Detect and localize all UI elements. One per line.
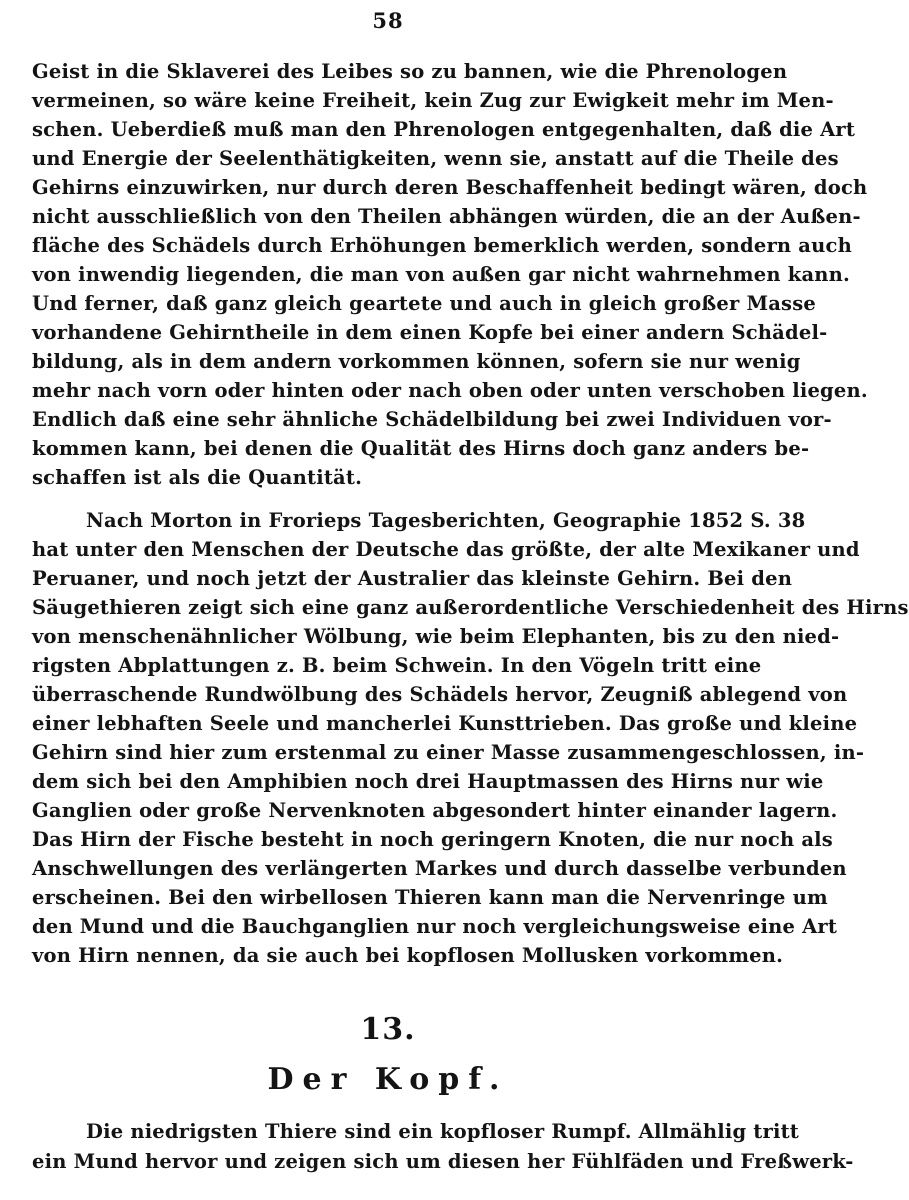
text-line: Die niedrigsten Thiere sind ein kopfloser Rumpf. Allmählig tritt — [86, 1120, 800, 1143]
text-line: vorhandene Gehirntheile in dem einen Kopfe bei einer andern Schädel- — [32, 321, 828, 344]
text-line: Nach Morton in Frorieps Tagesberichten, Geographie 1852 S. 38 — [86, 509, 806, 532]
text-line: Ganglien oder große Nervenknoten abgesondert hinter einander lagern. — [32, 799, 838, 822]
text-line: Endlich daß eine sehr ähnliche Schädelbildung bei zwei Individuen vor- — [32, 408, 832, 431]
text-line: dem sich bei den Amphibien noch drei Hauptmassen des Hirns nur wie — [32, 770, 824, 793]
text-line: ein Mund hervor und zeigen sich um diesen her Fühlfäden und Freßwerk- — [32, 1150, 854, 1173]
text-line: den Mund und die Bauchganglien nur noch vergleichungsweise eine Art — [32, 915, 838, 938]
text-line: bildung, als in dem andern vorkommen können, sofern sie nur wenig — [32, 350, 801, 373]
text-line: von Hirn nennen, da sie auch bei kopflosen Mollusken vorkommen. — [32, 944, 784, 967]
text-line: Peruaner, und noch jetzt der Australier das kleinste Gehirn. Bei den — [32, 567, 793, 590]
text-line: schen. Ueberdieß muß man den Phrenologen entgegenhalten, daß die Art — [32, 118, 856, 141]
text-line: Säugethieren zeigt sich eine ganz außerordentliche Verschiedenheit des Hirns — [32, 596, 909, 619]
text-line: mehr nach vorn oder hinten oder nach oben oder unten verschoben liegen. — [32, 379, 868, 402]
text-line: einer lebhaften Seele und mancherlei Kunsttrieben. Das große und kleine — [32, 712, 858, 735]
text-line: Geist in die Sklaverei des Leibes so zu bannen, wie die Phrenologen — [32, 60, 788, 83]
text-line: vermeinen, so wäre keine Freiheit, kein Zug zur Ewigkeit mehr im Men- — [32, 89, 834, 112]
text-line: von inwendig liegenden, die man von außen gar nicht wahrnehmen kann. — [32, 263, 851, 286]
text-line: rigsten Abplattungen z. B. beim Schwein. In den Vögeln tritt eine — [32, 654, 762, 677]
text-line: Anschwellungen des verlängerten Markes und durch dasselbe verbunden — [32, 857, 847, 880]
text-line: überraschende Rundwölbung des Schädels hervor, Zeugniß ablegend von — [32, 683, 848, 706]
text-line: von menschenähnlicher Wölbung, wie beim Elephanten, bis zu den nied- — [32, 625, 840, 648]
text-line: Gehirn sind hier zum erstenmal zu einer Masse zusammengeschlossen, in- — [32, 741, 865, 764]
page-number: 58 — [372, 8, 404, 33]
text-line: schaffen ist als die Quantität. — [32, 466, 363, 489]
text-line: und Energie der Seelenthätigkeiten, wenn sie, anstatt auf die Theile des — [32, 147, 839, 170]
text-line: kommen kann, bei denen die Qualität des Hirns doch ganz anders be- — [32, 437, 810, 460]
text-line: Und ferner, daß ganz gleich geartete und auch in gleich großer Masse — [32, 292, 817, 315]
text-line: Gehirns einzuwirken, nur durch deren Beschaffenheit bedingt wären, doch — [32, 176, 868, 199]
section-number: 13. — [360, 1012, 416, 1047]
text-line: hat unter den Menschen der Deutsche das größte, der alte Mexikaner und — [32, 538, 860, 561]
text-line: nicht ausschließlich von den Theilen abhängen würden, die an der Außen- — [32, 205, 861, 228]
section-title: Der Kopf. — [267, 1062, 509, 1097]
text-line: erscheinen. Bei den wirbellosen Thieren kann man die Nervenringe um — [32, 886, 828, 909]
text-line: Das Hirn der Fische besteht in noch geringern Knoten, die nur noch als — [32, 828, 833, 851]
text-line: fläche des Schädels durch Erhöhungen bemerklich werden, sondern auch — [32, 234, 852, 257]
